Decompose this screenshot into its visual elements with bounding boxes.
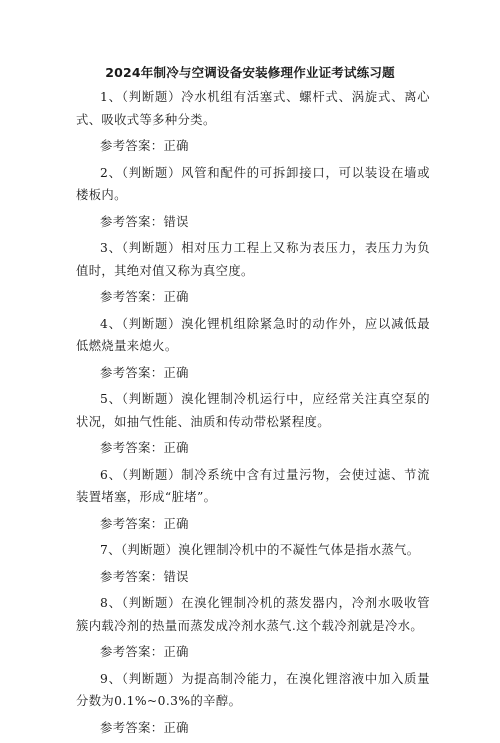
reference-answer: 参考答案：正确 bbox=[76, 282, 430, 313]
question-text: 5、（判断题）溴化锂制冷机运行中，应经常关注真空泵的状况，如抽气性能、油质和传动带松紧程度。 bbox=[76, 388, 430, 433]
question-item bbox=[76, 668, 430, 743]
reference-answer: 参考答案：错误 bbox=[76, 207, 430, 238]
question-item bbox=[76, 162, 430, 238]
question-text: 6、（判断题）制冷系统中含有过量污物，会使过滤、节流装置堵塞，形成“脏堵”。 bbox=[76, 464, 430, 509]
reference-answer: 参考答案：正确 bbox=[76, 509, 430, 540]
reference-answer: 参考答案：正确 bbox=[76, 637, 430, 668]
question-item bbox=[76, 464, 430, 540]
question-text: 1、（判断题）冷水机组有活塞式、螺杆式、涡旋式、离心式、吸收式等多种分类。 bbox=[76, 86, 430, 131]
reference-answer: 参考答案：正确 bbox=[76, 433, 430, 464]
reference-answer: 参考答案：正确 bbox=[76, 358, 430, 389]
question-list bbox=[76, 86, 430, 743]
reference-answer: 参考答案：正确 bbox=[76, 713, 430, 743]
document-title: 2024年制冷与空调设备安装修理作业证考试练习题 bbox=[0, 64, 500, 82]
reference-answer: 参考答案：错误 bbox=[76, 562, 430, 593]
question-text: 9、（判断题）为提高制冷能力，在溴化锂溶液中加入质量分数为0.1%~0.3%的辛醇。 bbox=[76, 668, 430, 713]
question-item bbox=[76, 539, 430, 592]
question-text: 3、（判断题）相对压力工程上又称为表压力，表压力为负值时，其绝对值又称为真空度。 bbox=[76, 237, 430, 282]
question-text: 7、（判断题）溴化锂制冷机中的不凝性气体是指水蒸气。 bbox=[76, 539, 430, 562]
question-item bbox=[76, 86, 430, 162]
question-item bbox=[76, 237, 430, 313]
question-item bbox=[76, 592, 430, 668]
question-item bbox=[76, 388, 430, 464]
question-text: 2、（判断题）风管和配件的可拆卸接口，可以装设在墙或楼板内。 bbox=[76, 162, 430, 207]
question-text: 8、（判断题）在溴化锂制冷机的蒸发器内，冷剂水吸收管簇内载冷剂的热量而蒸发成冷剂水蒸气.这个载冷剂就是冷水。 bbox=[76, 592, 430, 637]
question-text: 4、（判断题）溴化锂机组除紧急时的动作外，应以减低最低燃烧量来熄火。 bbox=[76, 313, 430, 358]
question-item bbox=[76, 313, 430, 389]
reference-answer: 参考答案：正确 bbox=[76, 131, 430, 162]
